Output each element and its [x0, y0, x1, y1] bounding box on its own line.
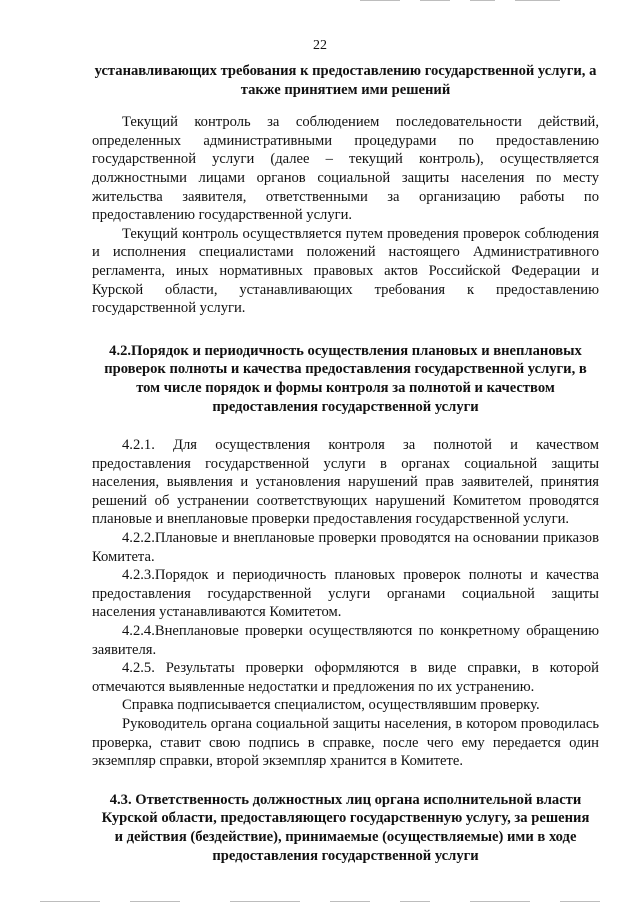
paragraph: Текущий контроль за соблюдением последовательности действий, определенных административными процедурами по предоставлению государственной услуги (далее – текущий контроль), осуществляется должностными лицами органов социальной защиты населения по месту жительства заявителя, ответственными за организацию работы по предоставлению государственной услуги. — [92, 114, 599, 224]
paragraph-4-2-5: 4.2.5. Результаты проверки оформляются в виде справки, в которой отмечаются выявленные недостатки и предложения по их устранению. — [92, 660, 599, 695]
document-body — [92, 62, 599, 865]
paragraph-signature: Справка подписывается специалистом, осуществлявшим проверку. — [122, 697, 540, 714]
scan-edge-top — [0, 0, 640, 2]
page-number: 22 — [313, 38, 327, 53]
paragraph-4-2-1: 4.2.1. Для осуществления контроля за полнотой и качеством предоставления государственной услуги в органах социальной защиты населения, выявления и установления нарушений прав заявителей, принятия решений об устранении соответствующих нарушений Комитетом проводятся плановые и внеплановые проверки предоставления государственной услуги. — [92, 437, 599, 528]
section-heading-top: устанавливающих требования к предоставлению государственной услуги, а также принятием ими решений — [94, 63, 597, 98]
scan-edge-bottom — [0, 901, 640, 903]
paragraph-4-2-2: 4.2.2.Плановые и внеплановые проверки проводятся на основании приказов Комитета. — [92, 530, 599, 565]
paragraph-4-2-3: 4.2.3.Порядок и периодичность плановых проверок полноты и качества предоставления государственной услуги органами социальной защиты населения устанавливаются Комитетом. — [92, 567, 599, 621]
paragraph: Текущий контроль осуществляется путем проведения проверок соблюдения и исполнения специалистами положений настоящего Административного регламента, иных нормативных правовых актов Российской Федерации и Курской области, устанавливающих требования к предоставлению государственной услуги. — [92, 225, 599, 317]
section-heading-4-2: 4.2.Порядок и периодичность осуществления плановых и внеплановых проверок полноты и качества предоставления государственной услуги, в том числе порядок и формы контроля за полнотой и качеством предоставления государственной услуги — [104, 342, 587, 415]
section-heading-4-3: 4.3. Ответственность должностных лиц органа исполнительной власти Курской области, предоставляющего государственную услугу, за решения и действия (бездействие), принимаемые (осуществляемые) ими в ходе предоставления государственной услуги — [101, 791, 590, 864]
paragraph-head-signature: Руководитель органа социальной защиты населения, в котором проводилась проверка, ставит свою подпись в справке, после чего ему передается один экземпляр справки, второй экземпляр хранится в Комитете. — [92, 716, 599, 770]
paragraph-4-2-4: 4.2.4.Внеплановые проверки осуществляются по конкретному обращению заявителя. — [92, 623, 599, 658]
